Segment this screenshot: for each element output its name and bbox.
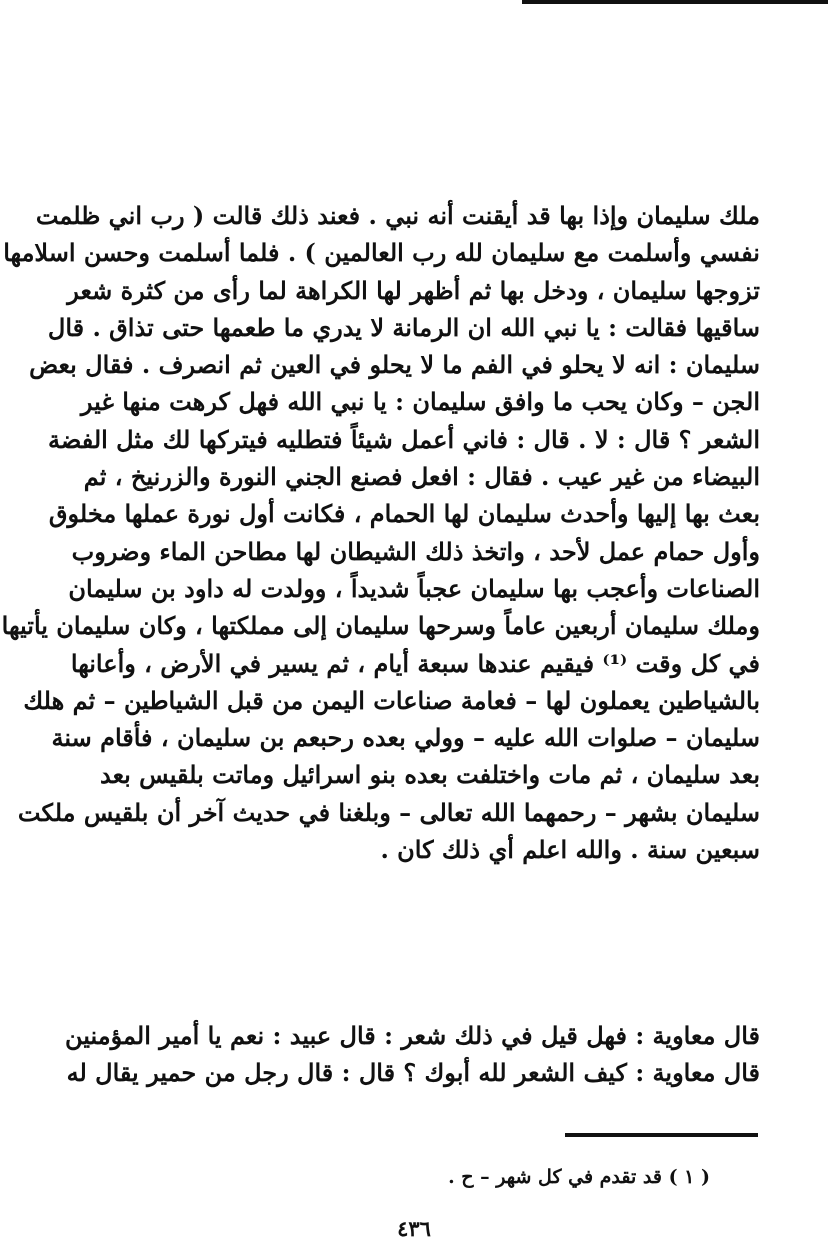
body-paragraph-2 (65, 1017, 760, 1092)
footnote: ( ١ ) قد تقدم في كل شهر – ح . (448, 1166, 710, 1188)
text-line: نفسي وأسلمت مع سليمان لله رب العالمين ) . فلما أسلمت وحسن اسلامها (3, 238, 760, 268)
text-line: سليمان : انه لا يحلو في الفم ما لا يحلو في العين ثم انصرف . فقال بعض (29, 350, 760, 380)
text-line: تزوجها سليمان ، ودخل بها ثم أظهر لها الكراهة لما رأى من كثرة شعر (67, 275, 760, 305)
text-line: سليمان – صلوات الله عليه – وولي بعده رحبعم بن سليمان ، فأقام سنة (51, 723, 760, 753)
text-line: سبعين سنة . والله اعلم أي ذلك كان . (380, 835, 760, 865)
text-line: وأول حمام عمل لأحد ، واتخذ ذلك الشيطان لها مطاحن الماء وضروب (71, 536, 760, 566)
text-line: بعد سليمان ، ثم مات واختلفت بعده بنو اسرائيل وماتت بلقيس بعد (99, 760, 760, 790)
text-line: بعث بها إليها وأحدث سليمان لها الحمام ، فكانت أول نورة عملها مخلوق (48, 499, 760, 529)
text-line: الجن – وكان يحب ما وافق سليمان : يا نبي الله فهل كرهت منها غير (80, 387, 760, 417)
page-number: ٤٣٦ (397, 1216, 431, 1241)
text-line: قال معاوية : فهل قيل في ذلك شعر : قال عبيد : نعم يا أمير المؤمنين (65, 1021, 760, 1050)
text-line: في كل وقت ⁽¹⁾ فيقيم عندها سبعة أيام ، ثم يسير في الأرض ، وأعانها (70, 648, 760, 678)
footnote-separator (565, 1133, 758, 1137)
text-line: بالشياطين يعملون لها – فعامة صناعات اليمن من قبل الشياطين – ثم هلك (23, 685, 760, 715)
text-line: قال معاوية : كيف الشعر لله أبوك ؟ قال : قال رجل من حمير يقال له (66, 1058, 760, 1088)
top-border-line (522, 0, 828, 4)
body-paragraph-1 (1, 197, 760, 868)
text-line: الصناعات وأعجب بها سليمان عجباً شديداً ، وولدت له داود بن سليمان (68, 573, 760, 603)
text-line: البيضاء من غير عيب . فقال : افعل فصنع الجني النورة والزرنيخ ، ثم (83, 462, 760, 492)
text-line: الشعر ؟ قال : لا . قال : فاني أعمل شيئاً فتطليه فيتركها لك مثل الفضة (48, 424, 760, 454)
text-line: ملك سليمان وإذا بها قد أيقنت أنه نبي . فعند ذلك قالت ( رب اني ظلمت (35, 201, 760, 230)
text-line: سليمان بشهر – رحمهما الله تعالى – وبلغنا في حديث آخر أن بلقيس ملكت (17, 797, 760, 827)
text-line: وملك سليمان أربعين عاماً وسرحها سليمان إلى مملكتها ، وكان سليمان يأتيها (1, 611, 760, 641)
text-line: ساقيها فقالت : يا نبي الله ان الرمانة لا يدري ما طعمها حتى تذاق . قال (47, 312, 760, 342)
